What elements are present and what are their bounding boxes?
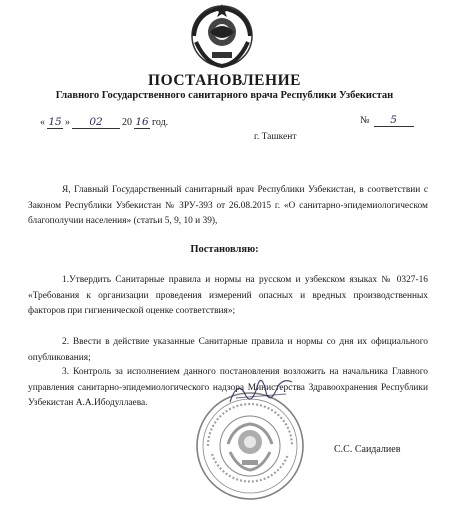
intro-paragraph: Я, Главный Государственный санитарный врач Республики Узбекистан, в соответствии с Законом Республики Узбекистан № ЗРУ-393 от 26.08.2015 г. «О санитарно-эпидемиологическом благополучии населения» (статьи 5, 9, 10 и 39), [28,185,428,227]
document-subtitle: Главного Государственного санитарного врача Республики Узбекистан [55,90,394,101]
date-line [40,116,168,129]
number-label: № [360,115,370,126]
document-title: ПОСТАНОВЛЕНИЕ [148,72,301,89]
date-year-word: год. [152,117,169,128]
date-year-prefix: 20 [122,117,132,128]
date-quote-close: » [65,117,70,128]
state-emblem-icon [186,2,258,70]
resolution-item-1: 1.Утвердить Санитарные правила и нормы на русском и узбекском языках № 0327-16 «Требования к организации проведения измерений опасных и вредных производственных факторов при гигиенической оценке соответствия»; [28,275,428,317]
document-number [360,114,414,127]
date-day: 15 [48,116,62,128]
resolution-item-2: 2. Ввести в действие указанные Санитарные правила и нормы со дня их официального опубликования; [28,337,428,363]
resolution-item-3: 3. Контроль за исполнением данного постановления возложить на начальника Главного управления санитарно-эпидемиологического надзора Министерства Здравоохранения Республики Узбекистан А.А.Ибодуллаева. [28,367,428,409]
signature-icon [226,372,296,412]
date-month: 02 [72,116,120,129]
number-value: 5 [374,114,414,127]
resolution-heading: Постановляю: [190,244,259,255]
date-year-suffix: 16 [135,116,149,128]
date-quote-open: « [40,117,45,128]
city-name: г. Ташкент [254,132,297,142]
signer-name: С.С. Саидалиев [334,444,401,455]
